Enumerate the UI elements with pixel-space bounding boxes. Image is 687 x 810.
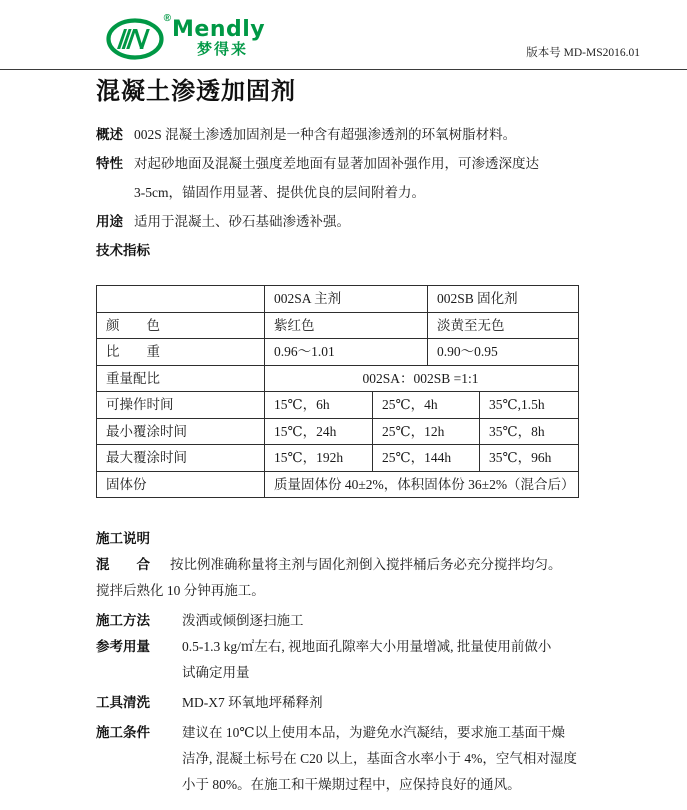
table-cell: 15℃，24h [265, 418, 373, 445]
technical-specs-table [96, 285, 579, 498]
conditions-line-2: 洁净, 混凝土标号在 C20 以上，基面含水率小于 4%，空气相对湿度 [182, 751, 577, 766]
table-row-color [97, 312, 579, 339]
row-label: 固体份 [97, 471, 265, 498]
table-row-ratio [97, 365, 579, 392]
features-text [134, 149, 593, 207]
table-cell: 15℃，6h [265, 392, 373, 419]
overview-text: 002S 混凝土渗透加固剂是一种含有超强渗透剂的环氧树脂材料。 [134, 127, 517, 142]
table-row-min-recoat [97, 418, 579, 445]
row-label: 最大覆涂时间 [97, 445, 265, 472]
technical-specs-heading: 技术指标 [96, 243, 150, 258]
column-header-hardener: 002SB 固化剂 [428, 286, 579, 313]
conditions-line-1: 建议在 10℃以上使用本品，为避免水汽凝结，要求施工基面干燥 [182, 725, 565, 740]
table-cell: 002SA：002SB =1:1 [265, 365, 579, 392]
column-header-main-agent: 002SA 主剂 [265, 286, 428, 313]
features-line-1: 对起砂地面及混凝土强度差地面有显著加固补强作用，可渗透深度达 [134, 156, 539, 171]
table-cell: 25℃，4h [373, 392, 480, 419]
usage-label: 用途 [96, 214, 123, 229]
table-cell: 35℃，8h [480, 418, 579, 445]
page-header [0, 0, 687, 70]
usage-text: 适用于混凝土、砂石基础渗透补强。 [134, 214, 350, 229]
cleaning-paragraph [96, 690, 593, 716]
dosage-text [182, 634, 593, 686]
table-cell: 15℃，192h [265, 445, 373, 472]
table-cell: 25℃，144h [373, 445, 480, 472]
table-row-worktime [97, 392, 579, 419]
table-cell: 0.90～0.95 [428, 339, 579, 366]
conditions-text [182, 720, 593, 798]
brand-name-chinese: 梦得来 [197, 40, 249, 58]
row-label: 可操作时间 [97, 392, 265, 419]
table-cell: 35℃，96h [480, 445, 579, 472]
intro-sections [96, 120, 593, 265]
construction-heading: 施工说明 [96, 531, 150, 546]
conditions-paragraph [96, 720, 593, 798]
table-cell: 紫红色 [265, 312, 428, 339]
table-cell: 淡黄至无色 [428, 312, 579, 339]
brand-wordmark [172, 16, 265, 58]
mendly-m-ellipse-icon [106, 16, 170, 60]
method-paragraph [96, 608, 593, 634]
document-body [0, 76, 687, 798]
brand-name: Mendly [172, 17, 266, 42]
table-row-gravity [97, 339, 579, 366]
features-line-2: 3-5cm，锚固作用显著、提供优良的层间附着力。 [134, 185, 425, 200]
table-header-row [97, 286, 579, 313]
cleaning-text: MD-X7 环氧地坪稀释剂 [182, 695, 323, 710]
mixing-line-2: 搅拌后熟化 10 分钟再施工。 [96, 583, 265, 598]
dosage-line-2: 试确定用量 [182, 665, 250, 680]
row-label: 重量配比 [97, 365, 265, 392]
construction-sections [96, 526, 593, 798]
table-cell: 35℃,1.5h [480, 392, 579, 419]
overview-label: 概述 [96, 127, 123, 142]
mixing-line-1: 按比例准确称量将主剂与固化剂倒入搅拌桶后务必充分搅拌均匀。 [170, 557, 562, 572]
cleaning-label: 工具清洗 [96, 695, 150, 710]
brand-logo [106, 13, 266, 60]
usage-paragraph [96, 207, 593, 236]
overview-paragraph [96, 120, 593, 149]
row-label: 颜 色 [97, 312, 265, 339]
version-number: 版本号 MD-MS2016.01 [526, 47, 640, 59]
features-paragraph [96, 149, 593, 207]
mixing-label: 混 合 [96, 557, 150, 572]
registered-trademark-symbol: ® [163, 13, 171, 24]
table-row-max-recoat [97, 445, 579, 472]
table-cell: 0.96～1.01 [265, 339, 428, 366]
row-label: 比 重 [97, 339, 265, 366]
method-text: 泼洒或倾倒逐扫施工 [182, 613, 304, 628]
page-title: 混凝土渗透加固剂 [96, 78, 296, 105]
conditions-line-3: 小于 80%。在施工和干燥期过程中，应保持良好的通风。 [182, 777, 521, 792]
conditions-label: 施工条件 [96, 725, 150, 740]
mixing-paragraph [96, 552, 593, 578]
dosage-line-1: 0.5-1.3 kg/㎡左右, 视地面孔隙率大小用量增减, 批量使用前做小 [182, 639, 552, 654]
row-label: 最小覆涂时间 [97, 418, 265, 445]
dosage-paragraph [96, 634, 593, 686]
dosage-label: 参考用量 [96, 639, 150, 654]
features-label: 特性 [96, 156, 123, 171]
table-row-solids [97, 471, 579, 498]
table-cell: 25℃，12h [373, 418, 480, 445]
mendly-logo-icon [106, 13, 172, 60]
table-cell-empty [97, 286, 265, 313]
table-cell: 质量固体份 40±2%，体积固体份 36±2%（混合后） [265, 471, 579, 498]
method-label: 施工方法 [96, 613, 150, 628]
